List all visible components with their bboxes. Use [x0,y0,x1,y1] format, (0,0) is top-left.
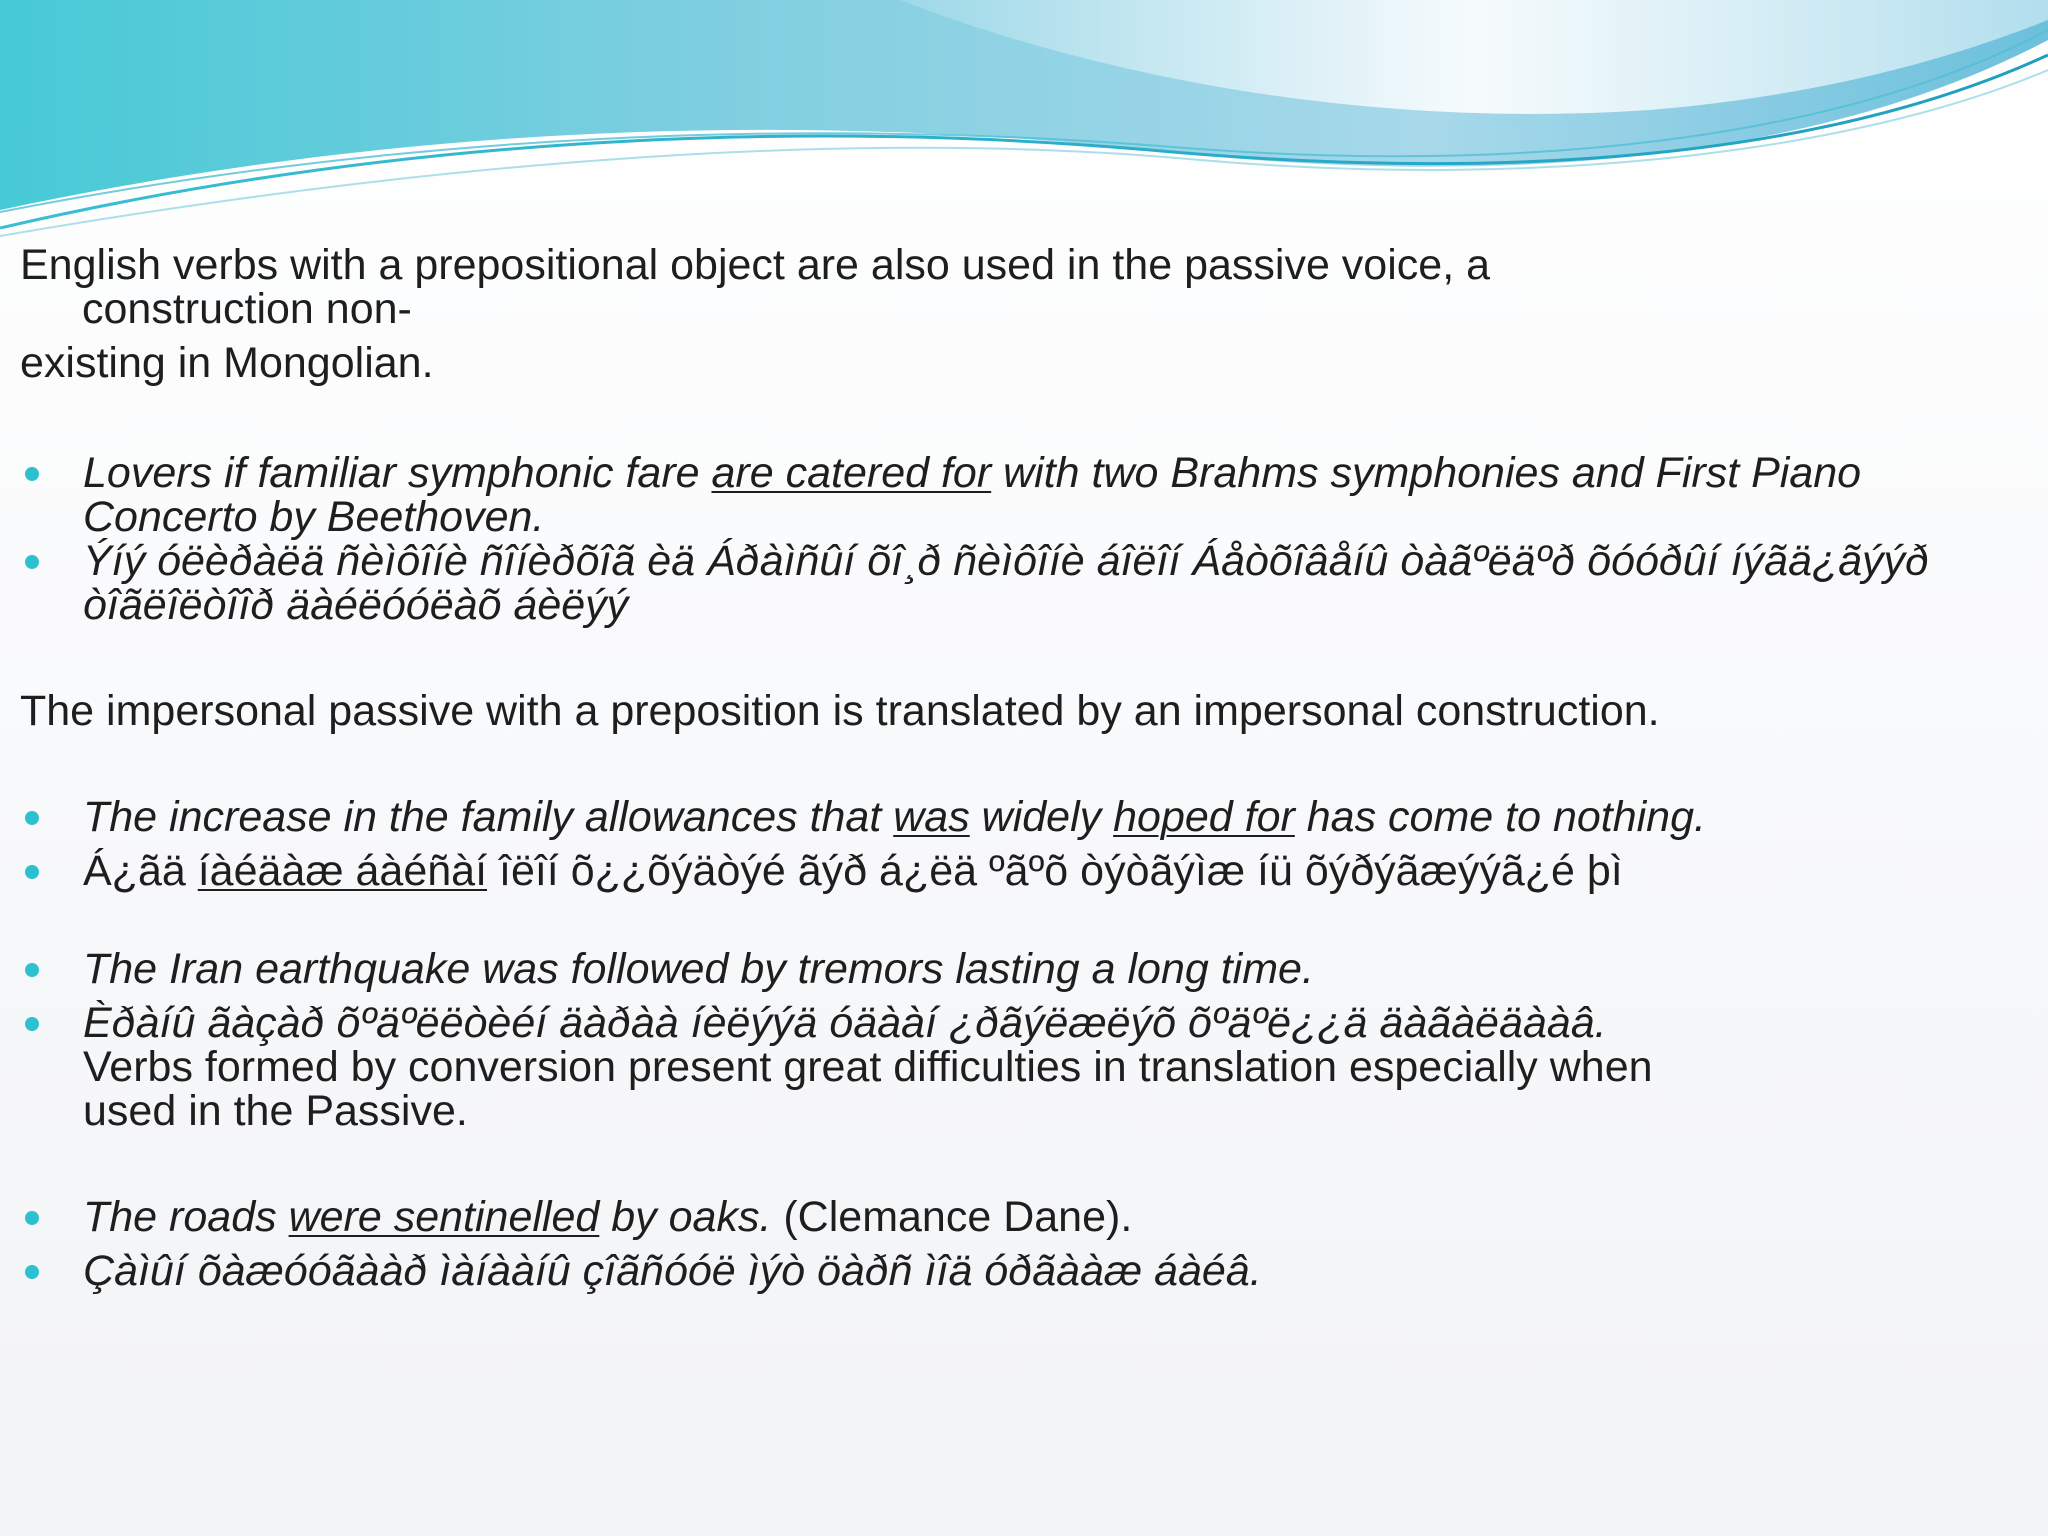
bullet-roads-english [20,1195,2010,1239]
bullet-2-text: Ýíý óëèðàëä ñèìôîíè ñîíèðõîã èä Áðàìñûí õî¸ð ñèìôîíè áîëîí Áåòõîâåíû òàãºëäºð õóóðûí íýãä¿ãýýð òîãëîëòîîð äàéëóóëàõ áèëýý [83,537,1929,629]
intro-line-1: English verbs with a prepositional object are also used in the passive voice, a [20,241,1490,289]
intro-paragraph [20,243,2010,331]
bullet-dot-icon [25,467,39,481]
bullet-4-text-pre: Á¿ãä [83,847,198,895]
bullet-7-text-pre: The roads [83,1193,289,1241]
bullet-roads-translation [20,1249,2010,1293]
bullet-dot-icon [25,963,39,977]
bullet-3-text-post: has come to nothing. [1294,793,1706,841]
bullet-dot-icon [25,555,39,569]
intro-line-3-paragraph [20,341,2010,385]
bullet-1-text-pre: Lovers if familiar symphonic fare [83,449,712,497]
bullet-3-underlined-hoped-for: hoped for [1113,793,1295,841]
bullet-increase-english [20,795,2010,839]
bullet-4-text-post: îëîí õ¿¿õýäòýé ãýð á¿ëä ºãºõ òýòãýìæ íü õýðýãæýýã¿é þì [487,847,1623,895]
bullet-8-text: Çàìûí õàæóóãààð ìàíààíû çîãñóóë ìýò öàðñ ìîä óðãààæ áàéâ. [83,1247,1262,1295]
bullet-7-attribution: (Clemance Dane). [771,1193,1133,1241]
impersonal-paragraph: The impersonal passive with a preposition is translated by an impersonal construction. [20,687,1660,735]
bullet-1-underlined-phrase: are catered for [711,449,992,497]
intro-line-3: existing in Mongolian. [20,339,434,387]
bullet-3-text-pre: The increase in the family allowances that [83,793,894,841]
header-wave-decoration [0,0,2048,260]
bullet-lovers-english [20,451,2010,539]
bullet-3-text-mid: widely [969,793,1114,841]
intro-line-2: construction non- [82,285,412,333]
bullet-5-text: The Iran earthquake was followed by tremors lasting a long time. [83,945,1314,993]
bullet-dot-icon [25,811,39,825]
bullet-dot-icon [25,865,39,879]
bullet-6-italic-text: Èðàíû ãàçàð õºäºëëòèéí äàðàà íèëýýä óäààí ¿ðãýëæëýõ õºäºë¿¿ä äàãàëäààâ. [83,999,1607,1047]
slide-body [20,243,2010,1293]
bullet-increase-translation [20,849,2010,893]
bullet-dot-icon [25,1211,39,1225]
bullet-7-underlined-phrase: were sentinelled [288,1193,600,1241]
bullet-6-line-3: used in the Passive. [83,1087,468,1135]
bullet-6-line-2: Verbs formed by conversion present great difficulties in translation especially when [83,1043,1653,1091]
bullet-3-underlined-was: was [893,793,970,841]
bullet-iran-translation [20,1001,2010,1133]
bullet-7-text-post: by oaks. [599,1193,772,1241]
bullet-dot-icon [25,1017,39,1031]
bullet-4-underlined-phrase: íàéäàæ áàéñàí [197,847,488,895]
bullet-dot-icon [25,1265,39,1279]
bullet-lovers-translation [20,539,2010,627]
bullet-iran-english [20,947,2010,991]
bullet-1-text-post: with two Brahms symphonies and First Piano Concerto by Beethoven. [83,449,1862,541]
